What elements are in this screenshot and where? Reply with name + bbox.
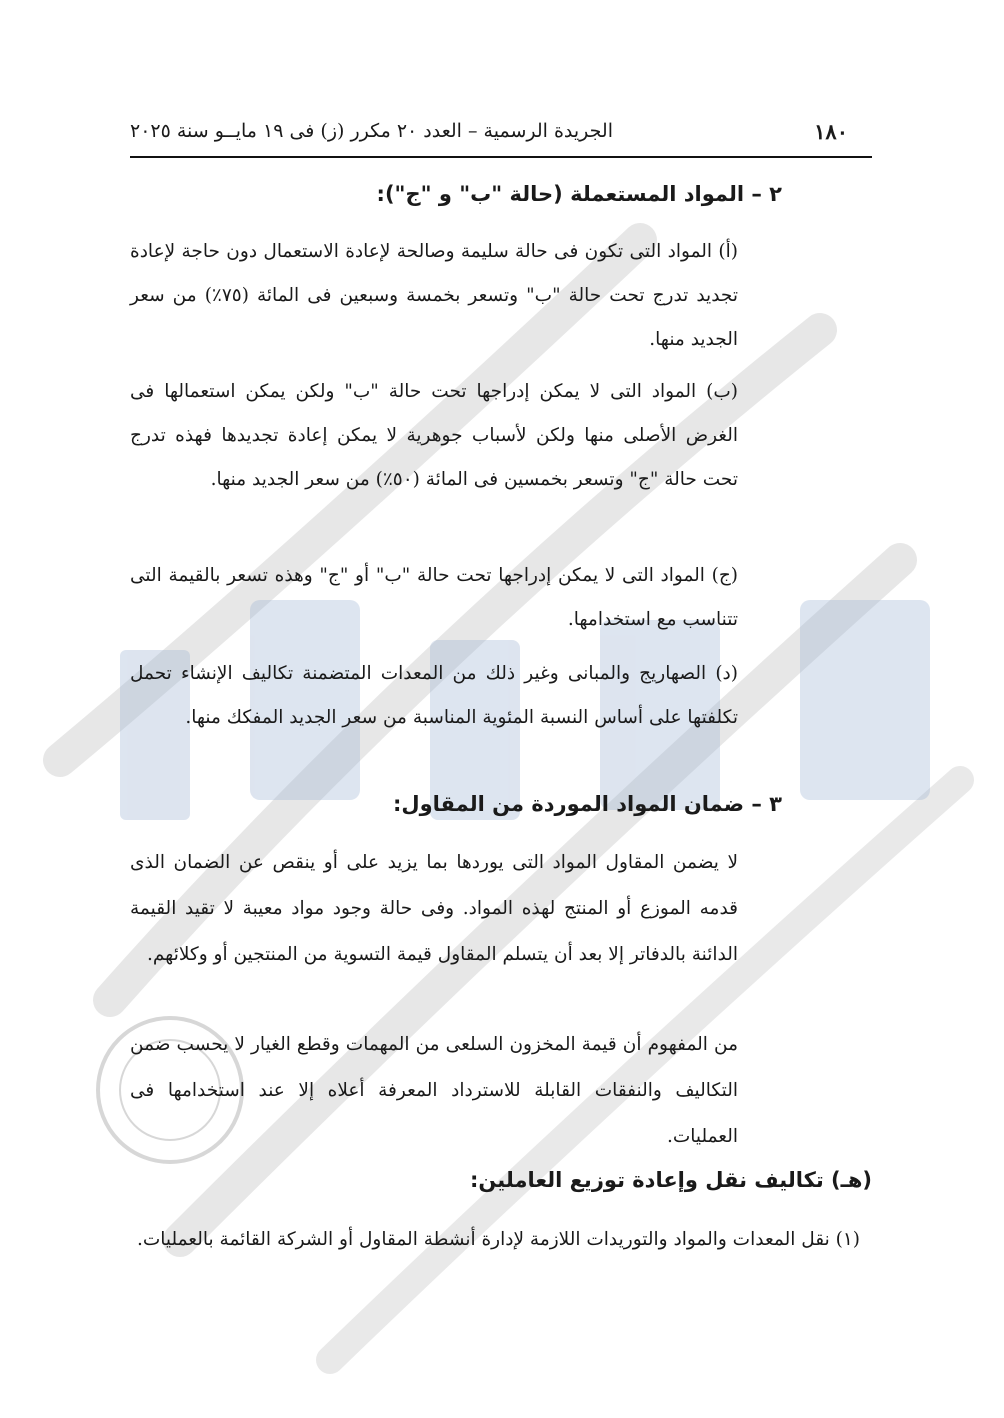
section-3-heading: ٣ – ضمان المواد الموردة من المقاول: bbox=[392, 792, 782, 816]
section-2-item-c: (ج) المواد التى لا يمكن إدراجها تحت حالة "ب" أو "ج" وهذه تسعر بالقيمة التى تتناسب مع استخدامها. bbox=[130, 565, 738, 630]
section-3-paragraph-1: لا يضمن المقاول المواد التى يوردها بما يزيد على أو ينقص عن الضمان الذى قدمه الموزع أو المنتج لهذه المواد. وفى حالة وجود مواد معيبة لا تقيد القيمة الدائنة بالدفاتر إلا بعد أن يتسلم المقاول قيمة التسوية من المنتجين أو وكلائهم. bbox=[130, 852, 738, 965]
section-h-item-1: (١) نقل المعدات والمواد والتوريدات اللازمة لإدارة أنشطة المقاول أو الشركة القائمة بالعمليات. bbox=[136, 1229, 860, 1250]
section-2-item-a: (أ) المواد التى تكون فى حالة سليمة وصالحة لإعادة الاستعمال دون حاجة لإعادة تجديد تدرج تحت حالة "ب" وتسعر بخمسة وسبعين فى المائة (٧٥٪) من سعر الجديد منها. bbox=[130, 241, 738, 350]
header-divider bbox=[130, 156, 872, 158]
section-3-paragraph-2: من المفهوم أن قيمة المخزون السلعى من المهمات وقطع الغيار لا يحسب ضمن التكاليف والنفقات القابلة للاسترداد المعرفة أعلاه إلا عند استخدامها فى العمليات. bbox=[130, 1034, 738, 1147]
section-h-heading: (هـ) تكاليف نقل وإعادة توزيع العاملين: bbox=[470, 1168, 872, 1192]
gazette-title: الجريدة الرسمية – العدد ٢٠ مكرر (ز) فى ١٩ مايــو سنة ٢٠٢٥ bbox=[130, 120, 613, 142]
section-2-heading: ٢ – المواد المستعملة (حالة "ب" و "ج"): bbox=[376, 182, 782, 206]
page-header bbox=[130, 116, 872, 146]
section-2-item-d: (د) الصهاريج والمبانى وغير ذلك من المعدات المتضمنة تكاليف الإنشاء تحمل تكلفتها على أساس النسبة المئوية المناسبة من سعر الجديد المفكك منها. bbox=[130, 663, 738, 728]
section-2-item-b: (ب) المواد التى لا يمكن إدراجها تحت حالة "ب" ولكن يمكن استعمالها فى الغرض الأصلى منها ولكن لأسباب جوهرية لا يمكن إعادة تجديدها فهذه تدرج تحت حالة "ج" وتسعر بخمسين فى المائة (٥٠٪) من سعر الجديد منها. bbox=[130, 381, 738, 490]
page-number: ١٨٠ bbox=[814, 118, 848, 144]
